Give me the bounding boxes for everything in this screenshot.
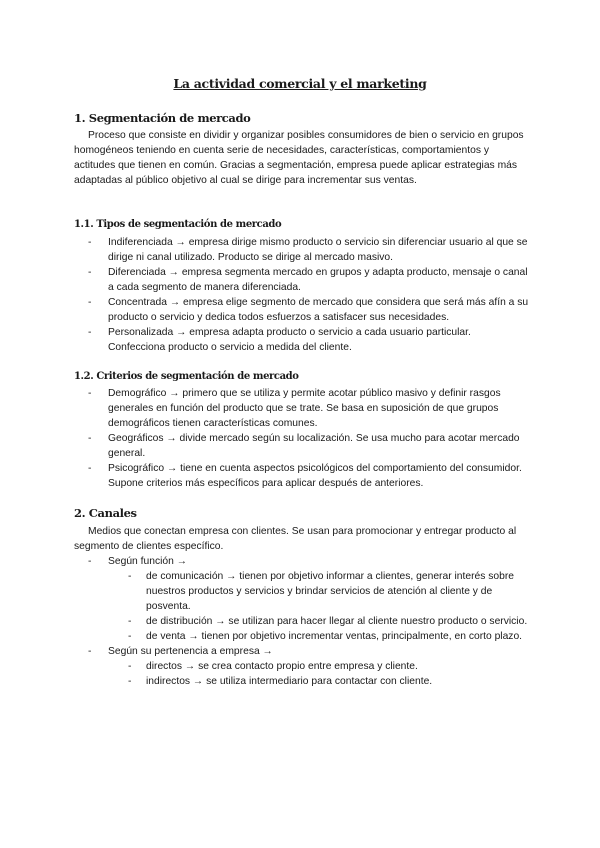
group-label: Según función →	[108, 556, 187, 567]
channels-list	[74, 554, 530, 689]
list-item-group	[74, 644, 530, 689]
list-item: - Concentrada → empresa elige segmento de mercado que considera que será más afín a su producto o servicio y dedica todos esfuerzos a satisfacer sus necesidades.	[74, 295, 530, 325]
list-item: - Indiferenciada → empresa dirige mismo producto o servicio sin diferenciar usuario al que se dirige ni canal utilizado. Producto se dirige al mercado masivo.	[74, 235, 530, 265]
group-label: Según su pertenencia a empresa →	[108, 646, 273, 657]
section-1-text: Proceso que consiste en dividir y organizar posibles consumidores de bien o servicio en grupos homogéneos teniendo en cuenta serie de necesidades, características, comportamientos y actitudes que tienen en común. Gracias a segmentación, empresa puede aplicar estrategias más adaptadas al público objetivo al cual se dirige para incrementar sus ventas.	[74, 130, 524, 186]
segmentation-types-list	[74, 235, 530, 355]
section-1-2-heading: 1.2. Criterios de segmentación de mercado	[74, 371, 299, 382]
list-item: - Psicográfico → tiene en cuenta aspectos psicológicos del comportamiento del consumidor. Supone criterios más específicos para aplicar después de anteriores.	[74, 461, 530, 491]
sub-list-item: - de venta → tienen por objetivo incrementar ventas, principalmente, en corto plazo.	[108, 629, 530, 644]
sub-list-item: - directos → se crea contacto propio entre empresa y cliente.	[108, 659, 530, 674]
sub-list-item: - indirectos → se utiliza intermediario para contactar con cliente.	[108, 674, 530, 689]
list-item: - Demográfico → primero que se utiliza y permite acotar público masivo y definir rasgos generales en función del producto que se trate. Se basa en suposición de que grupos demográficos tienen características comunes.	[74, 386, 530, 431]
list-item: - Diferenciada → empresa segmenta mercado en grupos y adapta producto, mensaje o canal a cada segmento de manera diferenciada.	[74, 265, 530, 295]
section-2-paragraph	[74, 524, 529, 554]
sub-list-item: - de comunicación → tienen por objetivo informar a clientes, generar interés sobre nuestros productos y servicios y brindar servicios de atención al cliente y de posventa.	[108, 569, 530, 614]
section-2-text: Medios que conectan empresa con clientes. Se usan para promocionar y entregar producto al segmento de clientes específico.	[74, 526, 517, 552]
ownership-channels-sublist	[108, 659, 530, 689]
segmentation-criteria-list	[74, 386, 530, 491]
function-channels-sublist	[108, 569, 530, 644]
sub-list-item: - de distribución → se utilizan para hacer llegar al cliente nuestro producto o servicio.	[108, 614, 530, 629]
section-1-paragraph	[74, 128, 529, 188]
list-item: - Geográficos → divide mercado según su localización. Se usa mucho para acotar mercado general.	[74, 431, 530, 461]
section-2-heading: 2. Canales	[74, 506, 137, 520]
page-title: La actividad comercial y el marketing	[173, 76, 427, 91]
section-1-heading: 1. Segmentación de mercado	[74, 111, 251, 125]
list-item: - Personalizada → empresa adapta producto o servicio a cada usuario particular. Confecciona producto o servicio a medida del cliente.	[74, 325, 530, 355]
list-item-group	[74, 554, 530, 644]
section-1-1-heading: 1.1. Tipos de segmentación de mercado	[74, 219, 282, 230]
